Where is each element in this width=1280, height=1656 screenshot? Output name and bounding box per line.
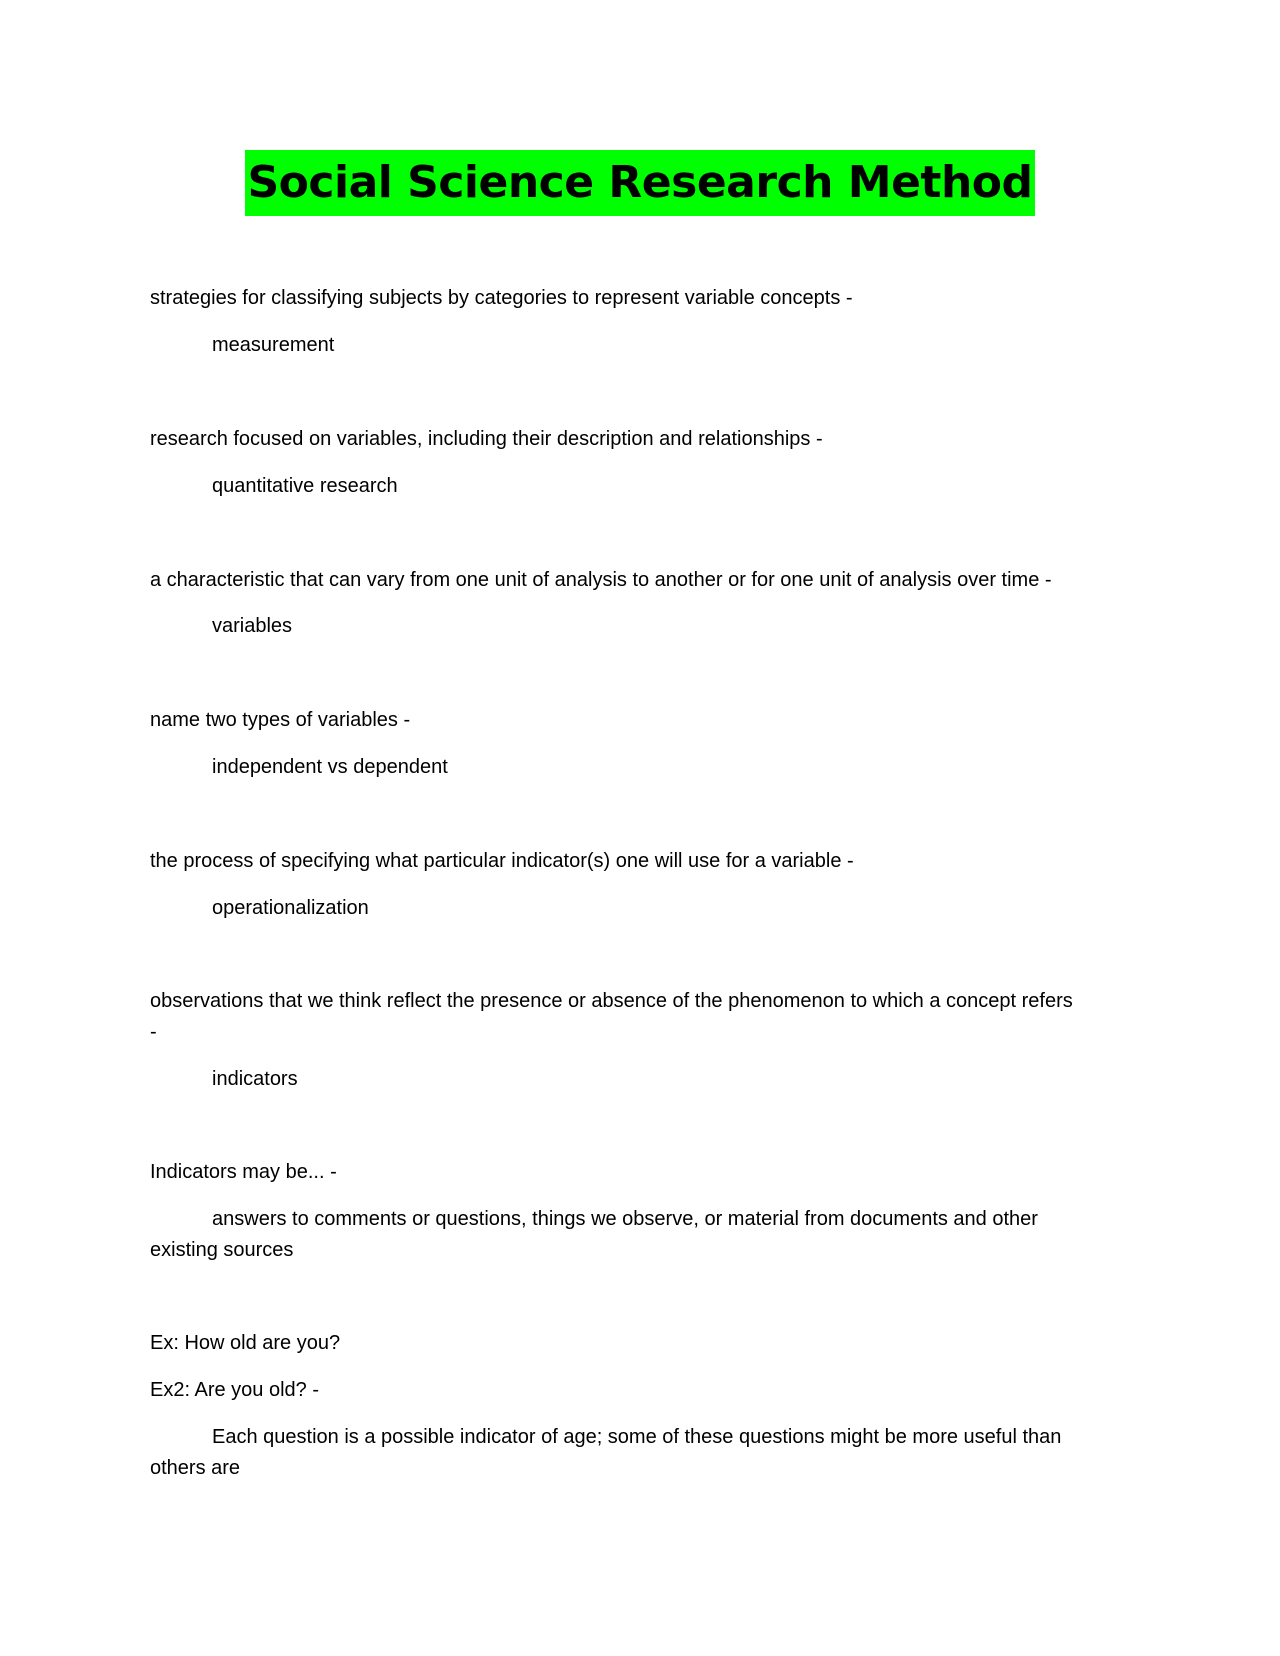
question-8b: Ex2: Are you old? - (150, 1379, 319, 1401)
title-container (0, 150, 1280, 216)
answer-2: quantitative research (212, 475, 398, 497)
question-8: Ex: How old are you? (150, 1332, 341, 1354)
question-3: a characteristic that can vary from one unit of analysis to another or for one unit of analysis over time - (150, 569, 1052, 591)
question-2: research focused on variables, including their description and relationships - (150, 428, 823, 450)
question-6: observations that we think reflect the presence or absence of the phenomenon to which a concept refers - (150, 990, 1073, 1043)
answer-8: Each question is a possible indicator of age; some of these questions might be more useful than others are (150, 1426, 1062, 1479)
question-7: Indicators may be... - (150, 1161, 337, 1183)
answer-7: answers to comments or questions, things we observe, or material from documents and other existing sources (150, 1208, 1038, 1261)
answer-4: independent vs dependent (212, 756, 448, 778)
document-title: Social Science Research Method (245, 150, 1034, 216)
question-1: strategies for classifying subjects by categories to represent variable concepts - (150, 287, 853, 309)
answer-1: measurement (212, 334, 335, 356)
question-5: the process of specifying what particular indicator(s) one will use for a variable - (150, 850, 854, 872)
answer-3: variables (212, 615, 293, 637)
question-4: name two types of variables - (150, 709, 411, 731)
answer-5: operationalization (212, 897, 369, 919)
answer-6: indicators (212, 1068, 298, 1090)
